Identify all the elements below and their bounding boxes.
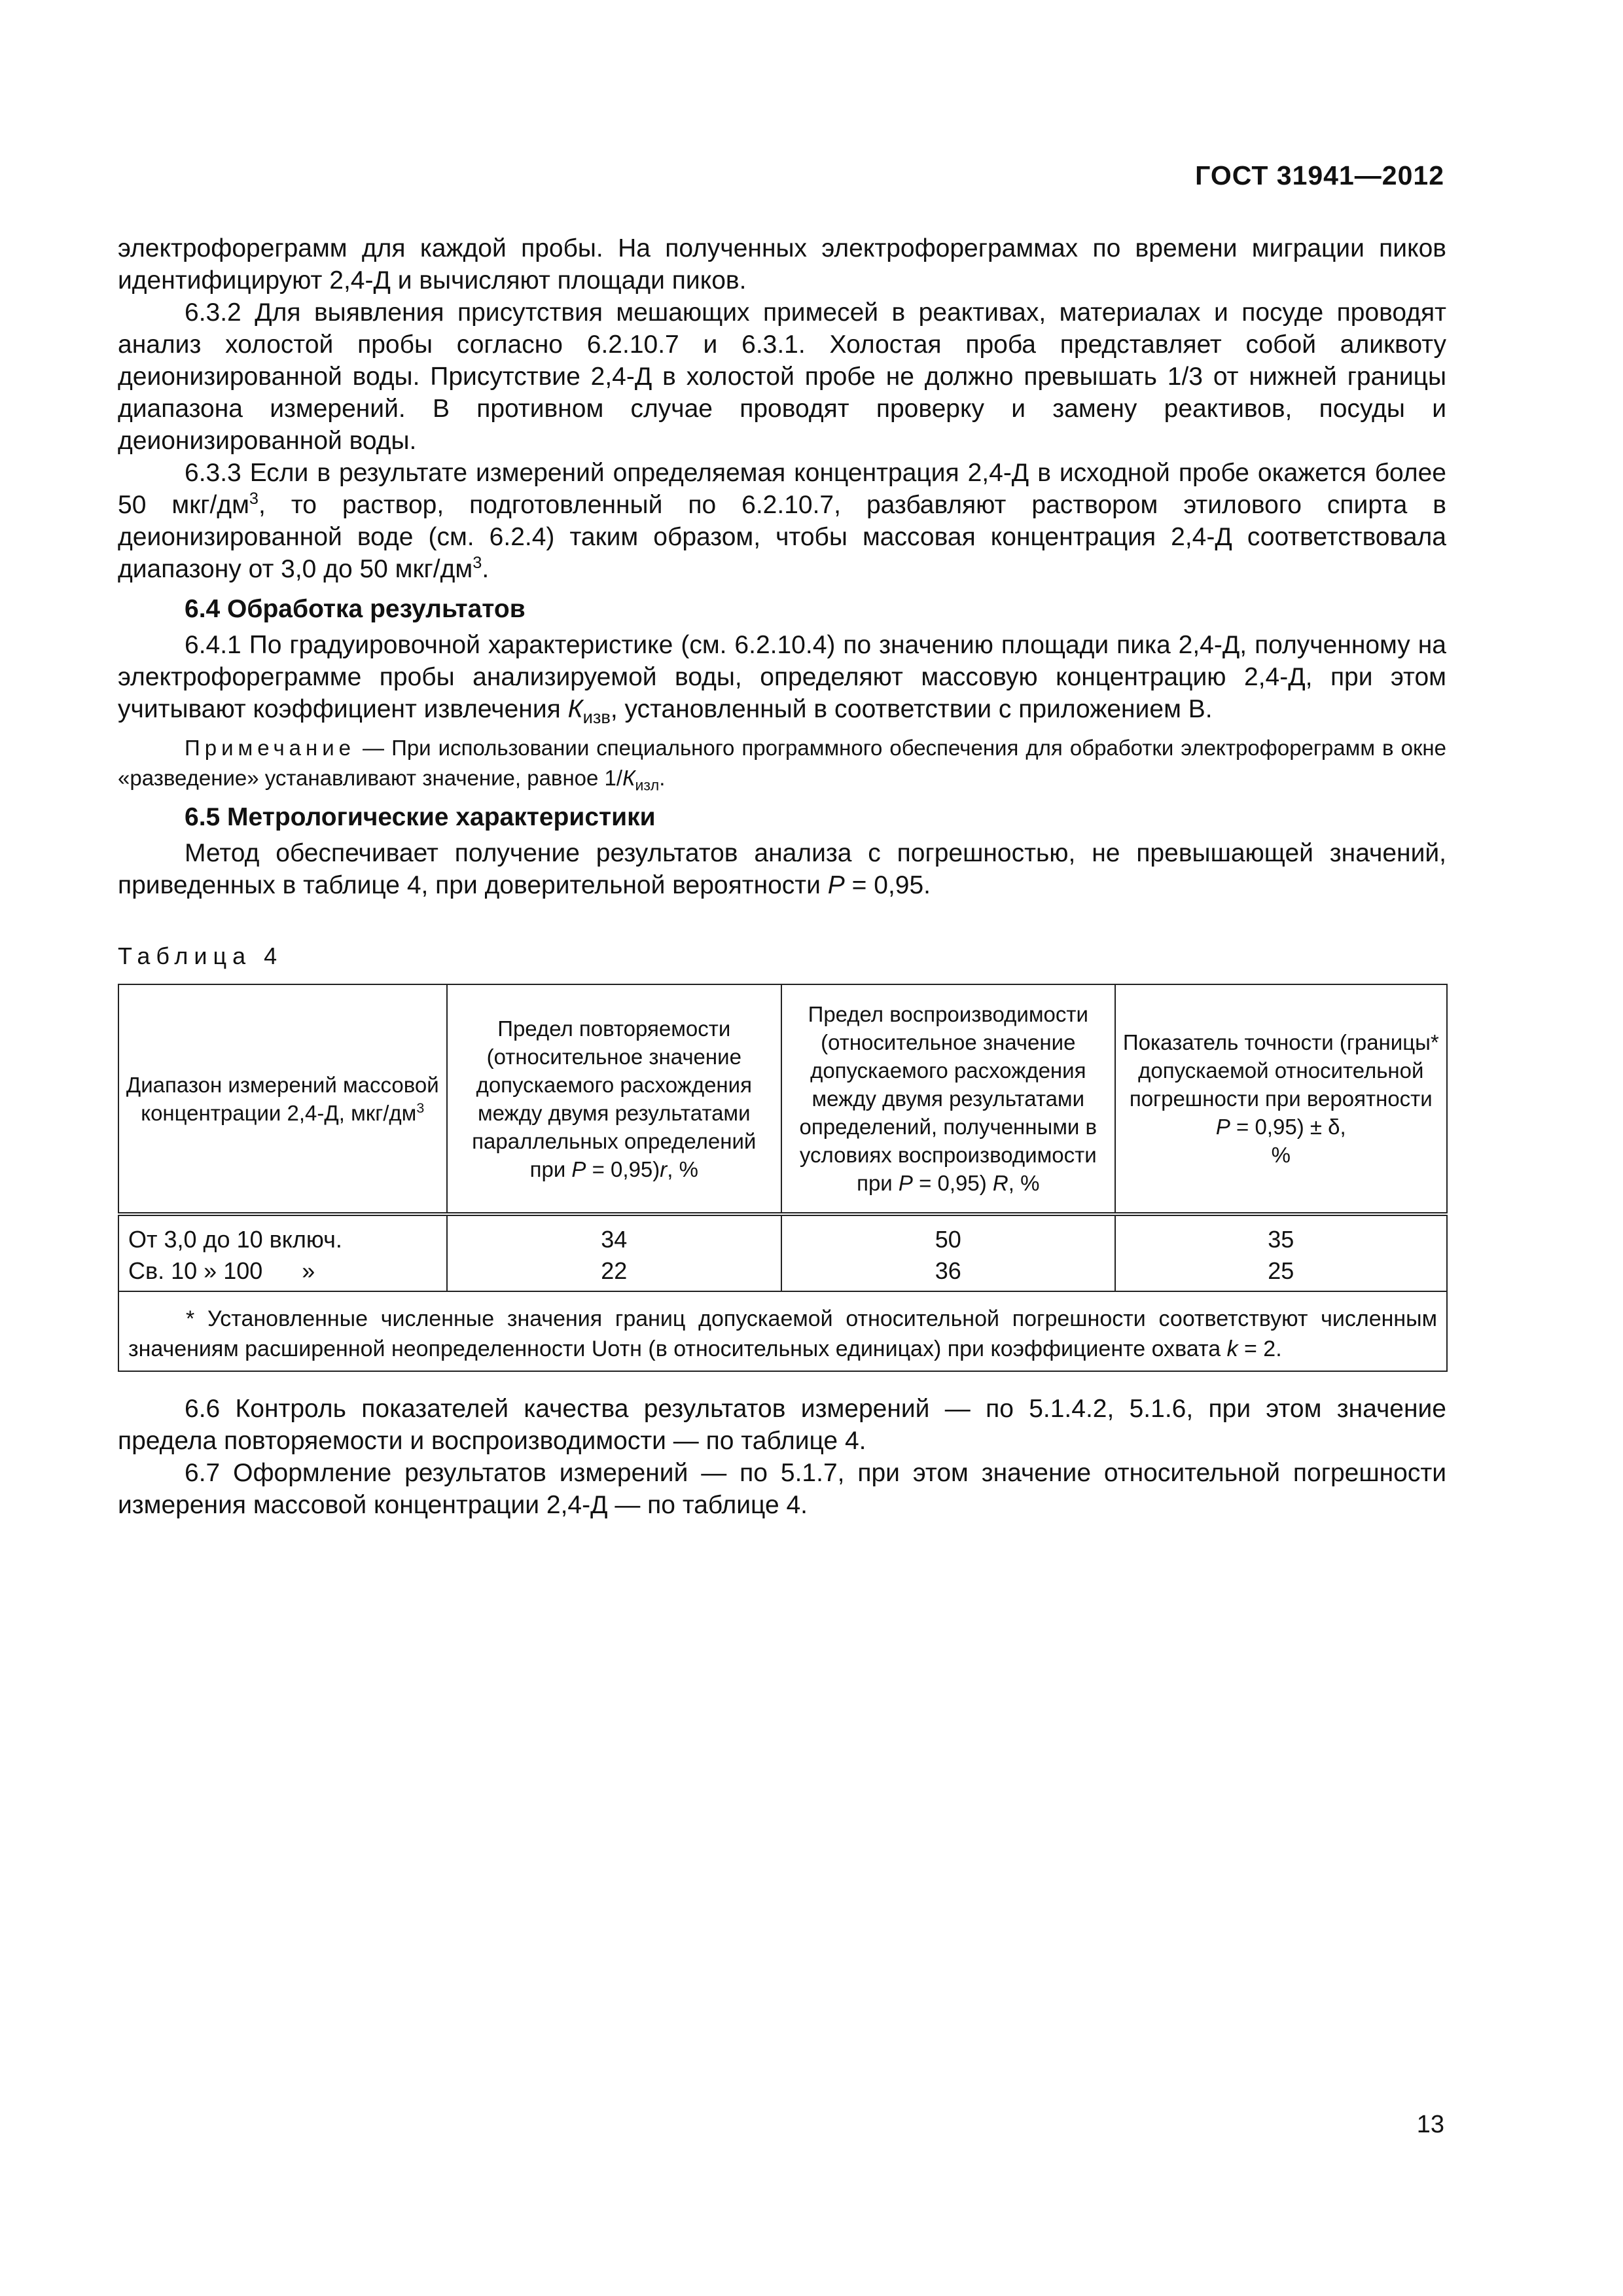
paragraph-6-5: Метод обеспечивает получение результатов анализа с погрешностью, не превышающей значений, приведенных в таблице 4, при доверительной вероятности P = 0,95.: [118, 839, 1446, 899]
paragraph-6-7: 6.7 Оформление результатов измерений — по 5.1.7, при этом значение относительной погрешности измерения массовой концентрации 2,4-Д — по таблице 4.: [118, 1459, 1446, 1519]
table-4: [118, 984, 1448, 1372]
paragraph-6-3-2: 6.3.2 Для выявления присутствия мешающих примесей в реактивах, материалах и посуде проводят анализ холостой пробы согласно 6.2.10.7 и 6.3.1. Холостая проба представляет собой аликвоту деионизированной воды. Присутствие 2,4-Д в холостой пробе не должно превышать 1/3 от нижней границы диапазона измерений. В противном случае проводят проверку и замену реактивов, посуды и деионизированной воды.: [118, 298, 1446, 455]
table-footnote: * Установленные численные значения границ допускаемой относительной погрешности соответствуют численным значениям расширенной неопределенности Uотн (в относительных единицах) при коэффициенте охвата k = 2.: [118, 1291, 1447, 1371]
cell-reproducibility: 50 36: [781, 1214, 1115, 1291]
heading-6-4: 6.4 Обработка результатов: [185, 595, 526, 623]
header-accuracy: Показатель точности (границы* допускаемой относительной погрешности при вероятности P = 0,95) ± δ, %: [1115, 984, 1447, 1214]
paragraph-6-6: 6.6 Контроль показателей качества результатов измерений — по 5.1.4.2, 5.1.6, при этом значение предела повторяемости и воспроизводимости — по таблице 4.: [118, 1395, 1446, 1455]
superscript: 3: [473, 554, 482, 572]
paragraph-continuation: электрофореграмм для каждой пробы. На полученных электрофореграммах по времени миграции пиков идентифицируют 2,4-Д и вычисляют площади пиков.: [118, 234, 1446, 295]
cell-repeatability: 34 22: [447, 1214, 781, 1291]
cell-accuracy: 35 25: [1115, 1214, 1447, 1291]
note-label: Примечание: [185, 736, 356, 760]
header-reproducibility: Предел воспроизводимости (относительное значение допускаемого расхождения между двумя результатами определений, полученными в условиях воспроизводимости при P = 0,95) R, %: [781, 984, 1115, 1214]
paragraph-6-4-1: 6.4.1 По градуировочной характеристике (см. 6.2.10.4) по значению площади пика 2,4-Д, полученному на электрофореграмме пробы анализируемой воды, определяют массовую концентрацию 2,4-Д, при этом учитывают коэффициент извлечения $К_{изв}$, установленный в соответствии с приложением В.: [118, 631, 1446, 727]
note: Примечание — При использовании специального программного обеспечения для обработки электрофореграмм в окне «разведение» устанавливают значение, равное $1/К_{изл}$.: [118, 736, 1446, 794]
paragraph-6-3-3: 6.3.3 Если в результате измерений определяемая концентрация 2,4-Д в исходной пробе окажется более 50 мкг/$дм^3$, то раствор, подготовленный по 6.2.10.7, разбавляют раствором этилового спирта в деионизированной воде (см. 6.2.4) таким образом, чтобы массовая концентрация 2,4-Д соответствовала диапазону от 3,0 до 50 мкг/$дм^3$.: [118, 459, 1446, 583]
table-footnote-row: [118, 1291, 1447, 1371]
table-data-row: [118, 1214, 1447, 1291]
header-range: Диапазон измерений массовой концентрации 2,4-Д, мкг/$дм^3$: [118, 984, 447, 1214]
table-header-row: [118, 984, 1447, 1214]
table-caption: Таблица 4: [118, 942, 283, 969]
page-number: 13: [1416, 2111, 1444, 2138]
header-repeatability: Предел повторяемости (относительное значение допускаемого расхождения между двумя результатами параллельных определений при P = 0,95)r, %: [447, 984, 781, 1214]
standard-number: ГОСТ 31941—2012: [1195, 160, 1444, 190]
closing-paragraphs: [118, 1393, 1446, 1521]
heading-6-5: 6.5 Метрологические характеристики: [185, 803, 656, 831]
cell-range: От 3,0 до 10 включ. Св. 10 » 100 »: [118, 1214, 447, 1291]
document-body: [118, 232, 1446, 901]
